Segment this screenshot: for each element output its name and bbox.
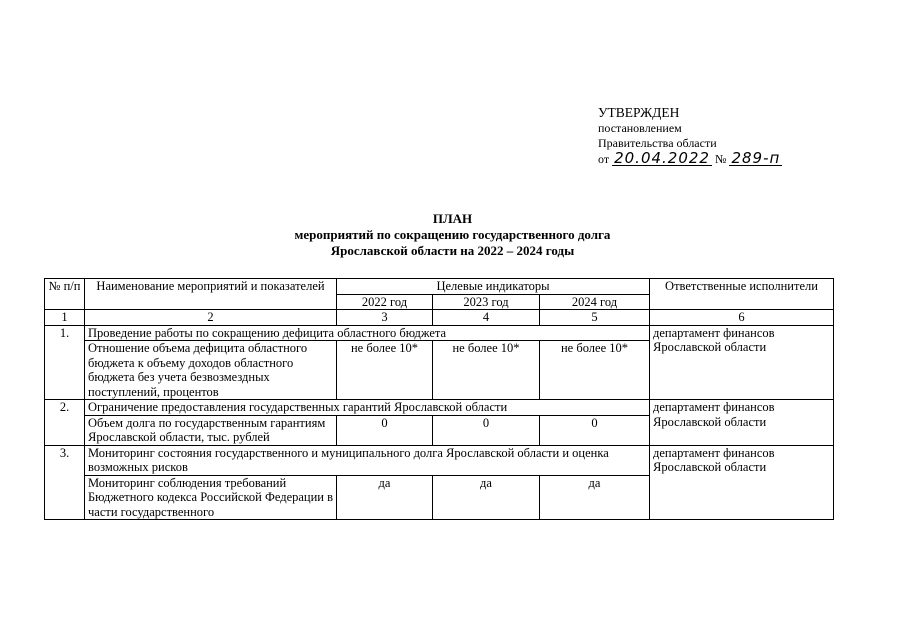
document-subtitle-1: мероприятий по сокращению государственного долга bbox=[294, 227, 611, 242]
value-2024: не более 10* bbox=[540, 341, 650, 400]
document-title: ПЛАН bbox=[432, 211, 473, 226]
section-row bbox=[45, 400, 834, 416]
column-number-row bbox=[45, 310, 834, 326]
section-row bbox=[45, 325, 834, 341]
responsible-cell: департамент финансов Ярославской области bbox=[650, 400, 834, 446]
value-2024: да bbox=[540, 475, 650, 520]
col-number: 3 bbox=[337, 310, 433, 326]
section-number: 2. bbox=[45, 400, 85, 446]
document-title-block bbox=[0, 211, 905, 259]
approval-stamp bbox=[598, 104, 858, 167]
approval-title: УТВЕРЖДЕН bbox=[598, 105, 680, 120]
value-2022: не более 10* bbox=[337, 341, 433, 400]
indicator-name: Отношение объема дефицита областного бюджета к объему доходов областного бюджета без учета безвозмездных поступлений, процентов bbox=[85, 341, 337, 400]
document-subtitle-2: Ярославской области на 2022 – 2024 годы bbox=[330, 243, 575, 258]
section-title: Проведение работы по сокращению дефицита областного бюджета bbox=[85, 325, 650, 341]
col-number: 1 bbox=[45, 310, 85, 326]
header-2023: 2023 год bbox=[433, 294, 540, 310]
table-header-row bbox=[45, 279, 834, 295]
value-2023: 0 bbox=[433, 415, 540, 445]
indicator-name: Мониторинг соблюдения требований Бюджетного кодекса Российской Федерации в части государственного bbox=[85, 475, 337, 520]
section-number: 1. bbox=[45, 325, 85, 400]
value-2023: да bbox=[433, 475, 540, 520]
col-number: 4 bbox=[433, 310, 540, 326]
col-number: 6 bbox=[650, 310, 834, 326]
header-2024: 2024 год bbox=[540, 294, 650, 310]
header-name: Наименование мероприятий и показателей bbox=[85, 279, 337, 310]
section-row bbox=[45, 445, 834, 475]
value-2022: 0 bbox=[337, 415, 433, 445]
handwritten-number: 289-п bbox=[731, 149, 781, 167]
section-title: Мониторинг состояния государственного и муниципального долга Ярославской области и оценка возможных рисков bbox=[85, 445, 650, 475]
value-2023: не более 10* bbox=[433, 341, 540, 400]
approval-line2: постановлением bbox=[598, 121, 682, 135]
indicator-name: Объем долга по государственным гарантиям Ярославской области, тыс. рублей bbox=[85, 415, 337, 445]
plan-table bbox=[44, 278, 834, 520]
responsible-cell: департамент финансов Ярославской области bbox=[650, 445, 834, 520]
header-2022: 2022 год bbox=[337, 294, 433, 310]
value-2024: 0 bbox=[540, 415, 650, 445]
responsible-cell: департамент финансов Ярославской области bbox=[650, 325, 834, 400]
approval-date-line bbox=[598, 151, 858, 167]
header-num: № п/п bbox=[45, 279, 85, 310]
col-number: 5 bbox=[540, 310, 650, 326]
approval-line3: Правительства области bbox=[598, 136, 717, 150]
section-number: 3. bbox=[45, 445, 85, 520]
number-label: № bbox=[714, 152, 727, 166]
value-2022: да bbox=[337, 475, 433, 520]
header-responsible: Ответственные исполнители bbox=[650, 279, 834, 310]
from-label: от bbox=[598, 152, 610, 166]
header-targets: Целевые индикаторы bbox=[337, 279, 650, 295]
section-title: Ограничение предоставления государственных гарантий Ярославской области bbox=[85, 400, 650, 416]
handwritten-date: 20.04.2022 bbox=[614, 149, 710, 167]
col-number: 2 bbox=[85, 310, 337, 326]
